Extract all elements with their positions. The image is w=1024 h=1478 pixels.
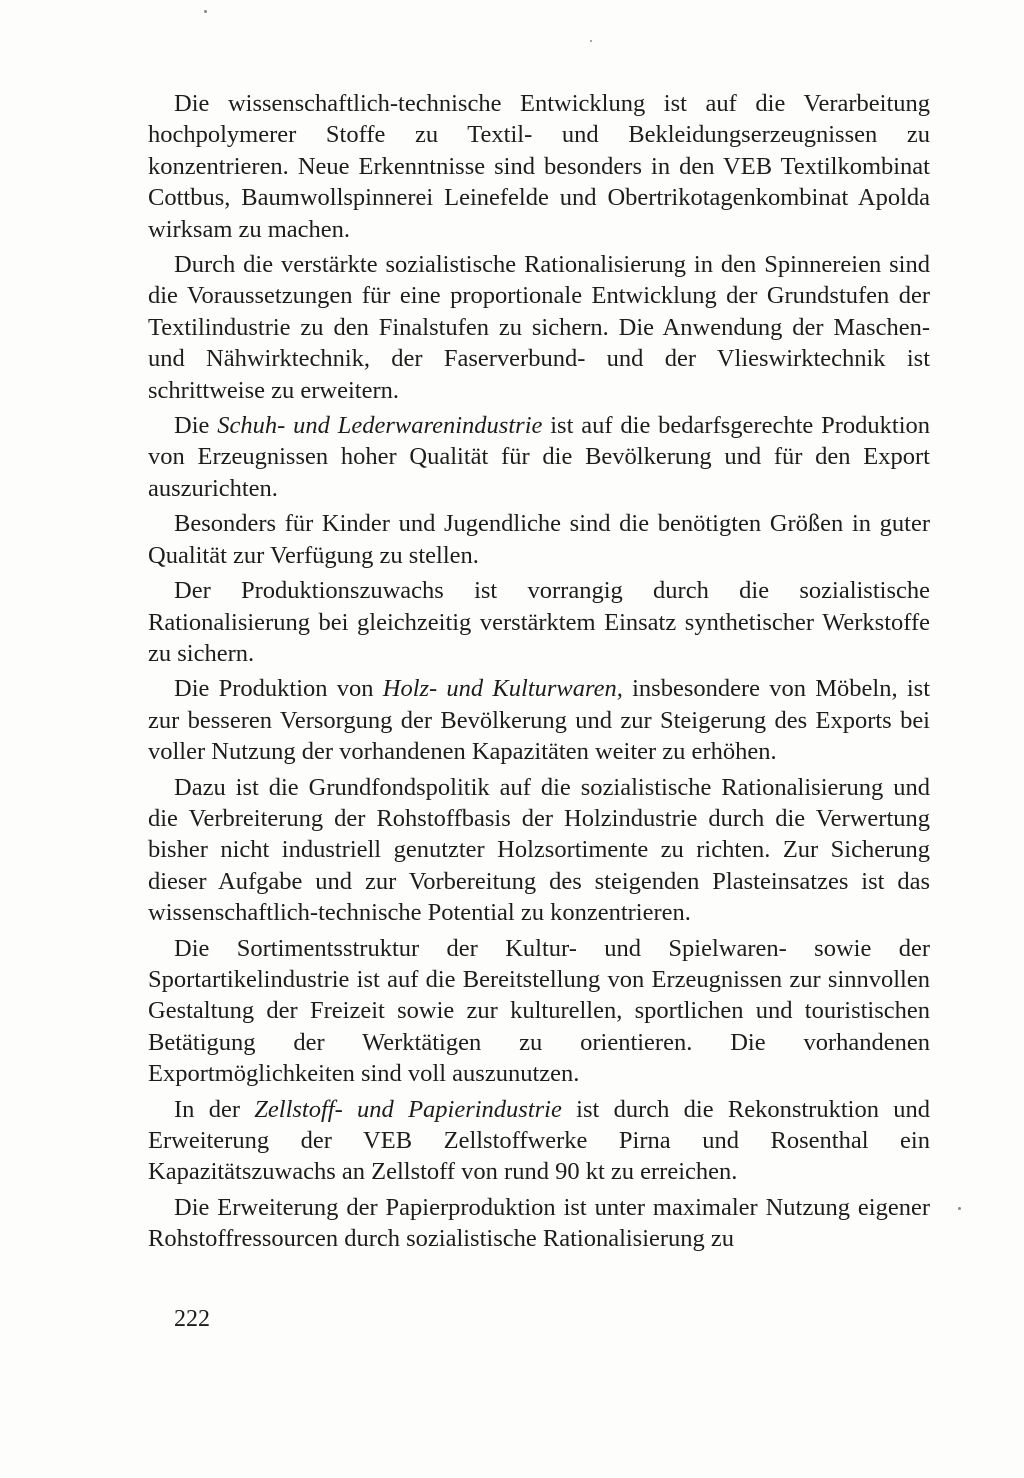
paragraph-text: Die wissenschaftlich-technische Entwicklung ist auf die Verarbeitung hochpolymerer Stoffe zu Textil- und Bekleidungserzeugnissen zu konzentrieren. Neue Erkenntnisse sind besonders in den VEB Textilkombinat Cottbus, Baumwollspinnerei Leinefelde und Obertrikotagenkombinat Apolda wirksam zu machen. <box>148 90 930 243</box>
paragraph-text: Die Sortimentsstruktur der Kultur- und Spielwaren- sowie der Sportartikelindustrie ist auf die Bereitstellung von Erzeugnissen zur sinnvollen Gestaltung der Freizeit sowie zur kulturellen, sportlichen und touristischen Betätigung der Werktätigen zu orientieren. Die vorhandenen Exportmöglichkeiten sind voll auszunutzen. <box>148 934 930 1088</box>
document-body <box>148 88 930 1259</box>
paragraph-text: Die Produktion von <box>174 675 383 703</box>
paragraph-text: Die <box>174 412 218 440</box>
paragraph-text: In der <box>174 1095 255 1123</box>
paragraph-text: Der Produktionszuwachs ist vorrangig durch die sozialistische Rationalisierung bei gleichzeitig verstärktem Einsatz synthetischer Werkstoffe zu sichern. <box>148 577 930 667</box>
paragraph-text: ist auf die bedarfsgerechte Produktion von Erzeugnissen hoher Qualität für die Bevölkerung und für den Export auszurichten. <box>148 412 931 502</box>
scan-speck <box>590 40 592 42</box>
scan-speck <box>958 1207 961 1210</box>
paragraph <box>148 772 930 929</box>
paragraph <box>148 249 930 406</box>
paragraph <box>148 410 930 504</box>
paragraph <box>148 1094 930 1188</box>
paragraph-text: Dazu ist die Grundfondspolitik auf die sozialistische Rationalisierung und die Verbreiterung der Rohstoffbasis der Holzindustrie durch die Verwertung bisher nicht industriell genutzter Holzsortimente zu richten. Zur Sicherung dieser Aufgabe und zur Vorbereitung des steigenden Plasteinsatzes ist das wissenschaftlich-technische Potential zu konzentrieren. <box>148 773 930 927</box>
paragraph <box>148 933 930 1090</box>
paragraph-text: Besonders für Kinder und Jugendliche sind die benötigten Größen in guter Qualität zur Verfügung zu stellen. <box>148 510 930 569</box>
paragraph <box>148 508 930 571</box>
page-number: 222 <box>174 1306 210 1332</box>
paragraph <box>148 673 930 767</box>
italic-heading-text: Zellstoff- und Papierindustrie <box>254 1095 562 1123</box>
paragraph <box>148 575 930 669</box>
paragraph-text: ist durch die Rekonstruktion und Erweiterung der VEB Zellstoffwerke Pirna und Rosenthal ein Kapazitätszuwachs an Zellstoff von rund 90 kt zu erreichen. <box>148 1095 930 1186</box>
paragraph <box>148 1192 930 1255</box>
paragraph-text: insbesondere von Möbeln, ist zur besseren Versorgung der Bevölkerung und zur Steigerung des Exports bei voller Nutzung der vorhandenen Kapazitäten weiter zu erhöhen. <box>148 675 930 766</box>
scan-speck <box>204 10 207 13</box>
paragraph <box>148 88 930 245</box>
paragraph-text: Die Erweiterung der Papierproduktion ist unter maximaler Nutzung eigener Rohstoffressourcen durch sozialistische Rationalisierung zu <box>148 1193 930 1253</box>
italic-heading-text: Holz- und Kulturwaren, <box>382 675 623 703</box>
paragraph-text: Durch die verstärkte sozialistische Rationalisierung in den Spinnereien sind die Voraussetzungen für eine proportionale Entwicklung der Grundstufen der Textilindustrie zu den Finalstufen zu sichern. Die Anwendung der Maschen- und Nähwirktechnik, der Faserverbund- und der Vlieswirktechnik ist schrittweise zu erweitern. <box>148 251 930 404</box>
italic-heading-text: Schuh- und Lederwarenindustrie <box>217 412 543 440</box>
